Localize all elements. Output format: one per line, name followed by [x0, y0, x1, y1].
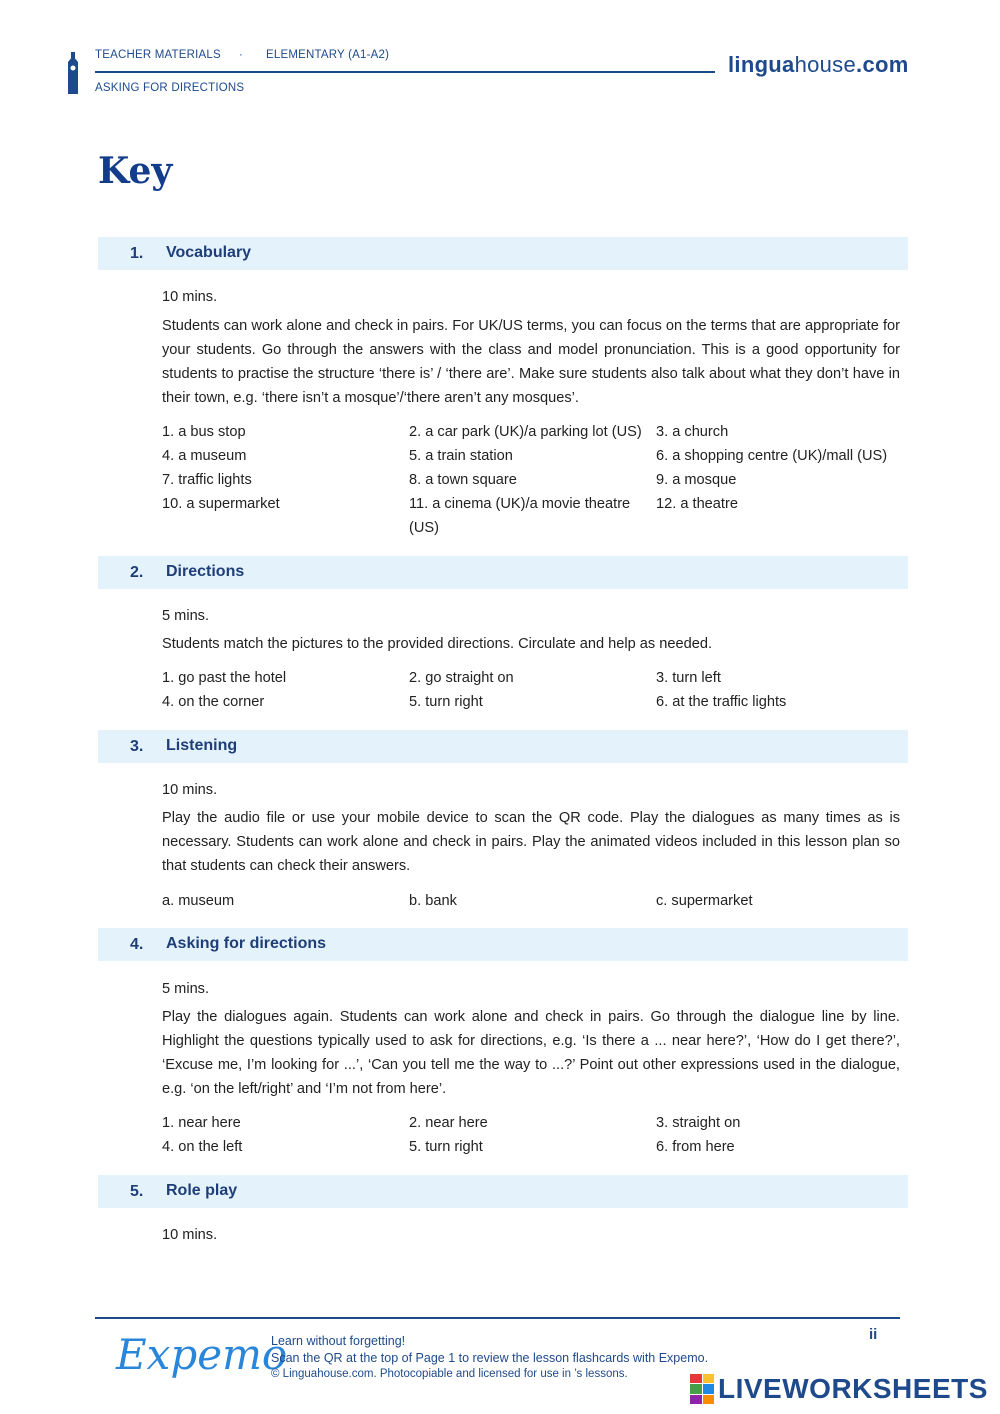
section-header-listening	[98, 730, 908, 763]
section-title: Directions	[166, 563, 245, 580]
section-title: Asking for directions	[166, 935, 327, 952]
brand-light: house	[794, 52, 857, 77]
liveworksheets-icon	[690, 1374, 714, 1404]
section-header-directions	[98, 556, 908, 589]
section-title: Listening	[166, 737, 238, 754]
section-number: 5.	[130, 1183, 144, 1200]
answer-item: b. bank	[409, 893, 457, 909]
answer-item: 5. a train station	[409, 448, 513, 464]
section-header-role-play	[98, 1175, 908, 1208]
section-paragraph: Students match the pictures to the provided directions. Circulate and help as needed.	[162, 636, 713, 652]
answer-item: 12. a theatre	[656, 496, 738, 512]
expemo-logo[interactable]: Expemo	[116, 1330, 288, 1379]
answer-item: 11. a cinema (UK)/a movie theatre (US)	[409, 496, 631, 536]
section-time: 5 mins.	[162, 608, 210, 624]
answer-item: 1. go past the hotel	[162, 670, 287, 686]
section-header-vocabulary	[98, 237, 908, 270]
answer-grid	[162, 420, 907, 540]
header-divider	[95, 71, 715, 73]
footer-divider	[95, 1317, 900, 1319]
answer-item: 6. a shopping centre (UK)/mall (US)	[656, 448, 888, 464]
big-ben-icon	[66, 52, 80, 94]
answer-item: 4. on the corner	[162, 694, 265, 710]
answer-item: 9. a mosque	[656, 472, 737, 488]
answer-item: 5. turn right	[409, 694, 483, 710]
answer-item: 10. a supermarket	[162, 496, 280, 512]
answer-item: 2. go straight on	[409, 670, 514, 686]
answer-grid	[162, 666, 907, 714]
answer-item: 4. on the left	[162, 1139, 243, 1155]
answer-item: 6. at the traffic lights	[656, 694, 787, 710]
answer-item: 8. a town square	[409, 472, 517, 488]
answer-item: c. supermarket	[656, 893, 753, 909]
section-time: 10 mins.	[162, 289, 218, 305]
answer-item: 3. a church	[656, 424, 729, 440]
header-topic: ASKING FOR DIRECTIONS	[95, 82, 245, 94]
answer-item: 2. near here	[409, 1115, 488, 1131]
answer-item: 6. from here	[656, 1139, 735, 1155]
page-number: ii	[869, 1326, 878, 1343]
brand-logo[interactable]	[728, 52, 909, 78]
section-paragraph: Play the dialogues again. Students can work alone and check in pairs. Go through the dialogue line by line. Highlight the questions typically used to ask for directions, e.g. ‘Is there a ... near here?’, ‘How do I get there?’, ‘Excuse me, I’m looking for ...’, ‘Can you tell me the way to ...?’ Point out other expressions used in the dialogue, e.g. ‘on the left/right’ and ‘I’m not from here’.	[162, 1009, 900, 1097]
brand-tld: .com	[856, 52, 909, 77]
section-paragraph: Play the audio file or use your mobile device to scan the QR code. Play the dialogues as many times as is necessary. Students can work alone and check in pairs. Play the animated videos included in this lesson plan so that students can check their answers.	[162, 810, 900, 874]
section-number: 2.	[130, 564, 144, 581]
answer-item: 1. near here	[162, 1115, 241, 1131]
section-title: Role play	[166, 1182, 238, 1199]
section-time: 10 mins.	[162, 782, 218, 798]
answer-grid	[162, 1111, 907, 1159]
liveworksheets-watermark	[690, 1372, 988, 1406]
section-paragraph: Students can work alone and check in pairs. For UK/US terms, you can focus on the terms that are appropriate for your students. Go through the answers with the class and model pronunciation. This is a good opportunity for students to practise the structure ‘there is’ / ‘there are’. Make sure students also talk about what they don’t have in their town, e.g. ‘there isn’t a mosque’/‘there aren’t any mosques’.	[162, 318, 900, 406]
footer-tagline: Learn without forgetting!	[271, 1334, 406, 1348]
liveworksheets-text: LIVEWORKSHEETS	[718, 1373, 988, 1404]
answer-item: 4. a museum	[162, 448, 247, 464]
header-category: TEACHER MATERIALS	[95, 49, 221, 61]
answer-item: 5. turn right	[409, 1139, 483, 1155]
section-number: 1.	[130, 245, 144, 262]
footer-copyright: © Linguahouse.com. Photocopiable and licensed for use in ’s lessons.	[271, 1368, 628, 1380]
answer-item: 3. turn left	[656, 670, 721, 686]
answer-item: 1. a bus stop	[162, 424, 246, 440]
answer-item: a. museum	[162, 893, 235, 909]
brand-bold: lingua	[728, 52, 795, 77]
section-title: Vocabulary	[166, 244, 252, 261]
footer-qr-note: Scan the QR at the top of Page 1 to review the lesson flashcards with Expemo.	[271, 1351, 709, 1365]
section-time: 5 mins.	[162, 981, 210, 997]
answer-item: 7. traffic lights	[162, 472, 252, 488]
section-number: 4.	[130, 936, 144, 953]
section-time: 10 mins.	[162, 1227, 218, 1243]
section-header-asking-for-directions	[98, 928, 908, 961]
section-number: 3.	[130, 738, 144, 755]
answer-item: 2. a car park (UK)/a parking lot (US)	[409, 424, 642, 440]
header-separator: ·	[239, 49, 244, 61]
header-level: ELEMENTARY (A1-A2)	[266, 49, 390, 61]
page-title: Key	[98, 150, 173, 192]
answer-item: 3. straight on	[656, 1115, 741, 1131]
answer-grid	[162, 889, 907, 913]
